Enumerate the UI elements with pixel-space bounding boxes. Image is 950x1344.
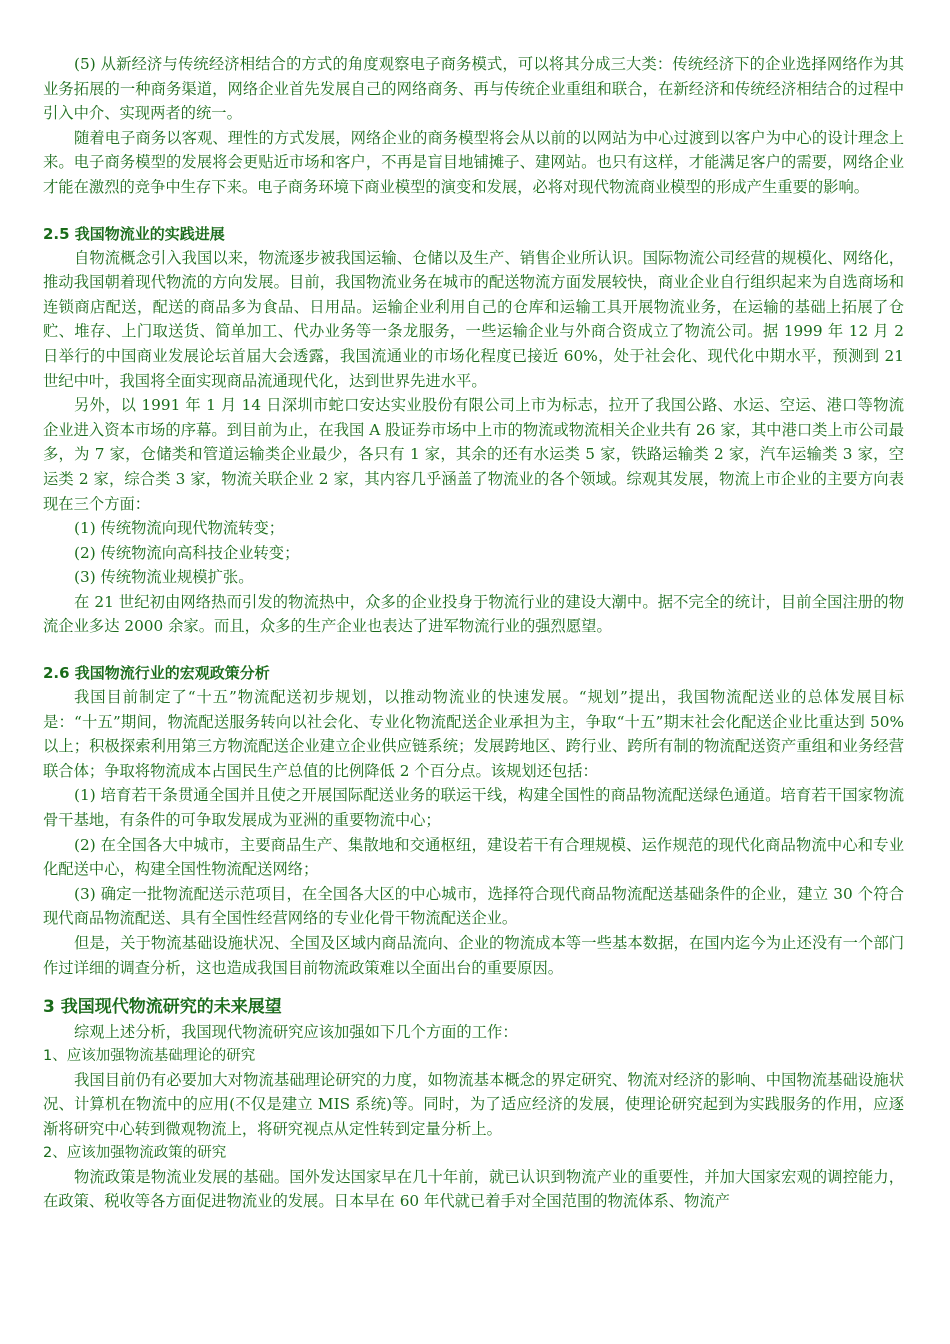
list-item: (3) 传统物流业规模扩张。 xyxy=(74,568,254,587)
list-item: (1) 培育若干条贯通全国并且使之开展国际配送业务的联运干线，构建全国性的商品物流配送绿色通道。培育若干国家物流骨干基地，有条件的可争取发展成为亚洲的重要物流中心； xyxy=(43,786,904,830)
paragraph: 另外，以 1991 年 1 月 14 日深圳市蛇口安达实业股份有限公司上市为标志，拉开了我国公路、水运、空运、港口等物流企业进入资本市场的序幕。到目前为止，在我国 A 股证券市场中上市的物流或物流相关企业共有 26 家，其中港口类上市公司最多，为 7 家，仓储类和管道运输类企业最少，各只有 1 家，其余的还有水运类 5 家，铁路运输类 2 家，汽车运输类 3 家，空运类 2 家，综合类 3 家，物流关联企业 2 家，其内容几乎涵盖了物流业的各个领域。综观其发展，物流上市企业的主要方向表现在三个方面： xyxy=(43,396,904,513)
paragraph: 随着电子商务以客观、理性的方式发展，网络企业的商务模型将会从以前的以网站为中心过渡到以客户为中心的设计理念上来。电子商务模型的发展将会更贴近市场和客户，不再是盲目地铺摊子、建网站。也只有这样，才能满足客户的需要，网络企业才能在激烈的竞争中生存下来。电子商务环境下商业模型的演变和发展，必将对现代物流商业模型的形成产生重要的影响。 xyxy=(43,128,904,196)
section-heading: 2.6 我国物流行业的宏观政策分析 xyxy=(43,664,270,683)
list-item: (1) 传统物流向现代物流转变； xyxy=(74,519,285,538)
paragraph: 但是，关于物流基础设施状况、全国及区域内商品流向、企业的物流成本等一些基本数据，在国内迄今为止还没有一个部门作过详细的调查分析，这也造成我国目前物流政策难以全面出台的重要原因。 xyxy=(43,934,904,977)
list-item: (3) 确定一批物流配送示范项目，在全国各大区的中心城市，选择符合现代商品物流配送基础条件的企业，建立 30 个符合现代商品物流配送、具有全国性经营网络的专业化骨干物流配送企业。 xyxy=(43,884,904,928)
paragraph: 我国目前仍有必要加大对物流基础理论研究的力度，如物流基本概念的界定研究、物流对经济的影响、中国物流基础设施状况、计算机在物流中的应用(不仅是建立 MIS 系统)等。同时，为了适应经济的发展，使理论研究起到为实践服务的作用，应逐渐将研究中心转到微观物流上，将研究视点从定性转到定量分析上。 xyxy=(43,1070,904,1138)
paragraph: 我国目前制定了“十五”物流配送初步规划，以推动物流业的快速发展。“规划”提出，我国物流配送业的总体发展目标是：“十五”期间，物流配送服务转向以社会化、专业化物流配送企业承担为主，争取“十五”期末社会化配送企业比重达到 50%以上；积极探索利用第三方物流配送企业建立企业供应链系统；发展跨地区、跨行业、跨所有制的物流配送资产重组和业务经营联合体；争取将物流成本占国民生产总值的比例降低 2 个百分点。该规划还包括： xyxy=(43,688,904,780)
chapter-heading: 3 我国现代物流研究的未来展望 xyxy=(43,997,282,1018)
spacer xyxy=(43,639,904,661)
list-item: (2) 在全国各大中城市，主要商品生产、集散地和交通枢纽，建设若干有合理规模、运作规范的现代化商品物流中心和专业化配送中心，构建全国性物流配送网络； xyxy=(43,835,904,879)
spacer xyxy=(43,980,904,994)
section-heading: 2.5 我国物流业的实践进展 xyxy=(43,224,225,243)
subsection-heading: 1、应该加强物流基础理论的研究 xyxy=(43,1047,256,1064)
paragraph: 在 21 世纪初由网络热而引发的物流热中，众多的企业投身于物流行业的建设大潮中。据不完全的统计，目前全国注册的物流企业多达 2000 余家。而且，众多的生产企业也表达了进军物流行业的强烈愿望。 xyxy=(43,592,904,636)
subsection-heading: 2、应该加强物流政策的研究 xyxy=(43,1144,227,1161)
paragraph: 物流政策是物流业发展的基础。国外发达国家早在几十年前，就已认识到物流产业的重要性，并加大国家宏观的调控能力，在政策、税收等各方面促进物流业的发展。日本早在 60 年代就已着手对全国范围的物流体系、物流产 xyxy=(43,1167,904,1211)
spacer xyxy=(43,200,904,222)
list-item: (2) 传统物流向高科技企业转变； xyxy=(74,543,300,562)
paragraph: 综观上述分析，我国现代物流研究应该加强如下几个方面的工作： xyxy=(74,1023,518,1042)
paragraph: (5) 从新经济与传统经济相结合的方式的角度观察电子商务模式，可以将其分成三大类：传统经济下的企业选择网络作为其业务拓展的一种商务渠道，网络企业首先发展自己的网络商务、再与传统企业重组和联合，在新经济和传统经济相结合的过程中引入中介、实现两者的统一。 xyxy=(43,55,904,123)
paragraph: 自物流概念引入我国以来，物流逐步被我国运输、仓储以及生产、销售企业所认识。国际物流公司经营的规模化、网络化，推动我国朝着现代物流的方向发展。目前，我国物流业务在城市的配送物流方面发展较快，商业企业自行组织起来为自选商场和连锁商店配送，配送的商品多为食品、日用品。运输企业利用自己的仓库和运输工具开展物流业务，在运输的基础上拓展了仓贮、堆存、上门取送货、简单加工、代办业务等一条龙服务，一些运输企业与外商合资成立了物流公司。据 1999 年 12 月 2 日举行的中国商业发展论坛首届大会透露，我国流通业的市场化程度已接近 60%，处于社会化、现代化中期水平，预测到 21 世纪中叶，我国将全面实现商品流通现代化，达到世界先进水平。 xyxy=(43,248,904,390)
